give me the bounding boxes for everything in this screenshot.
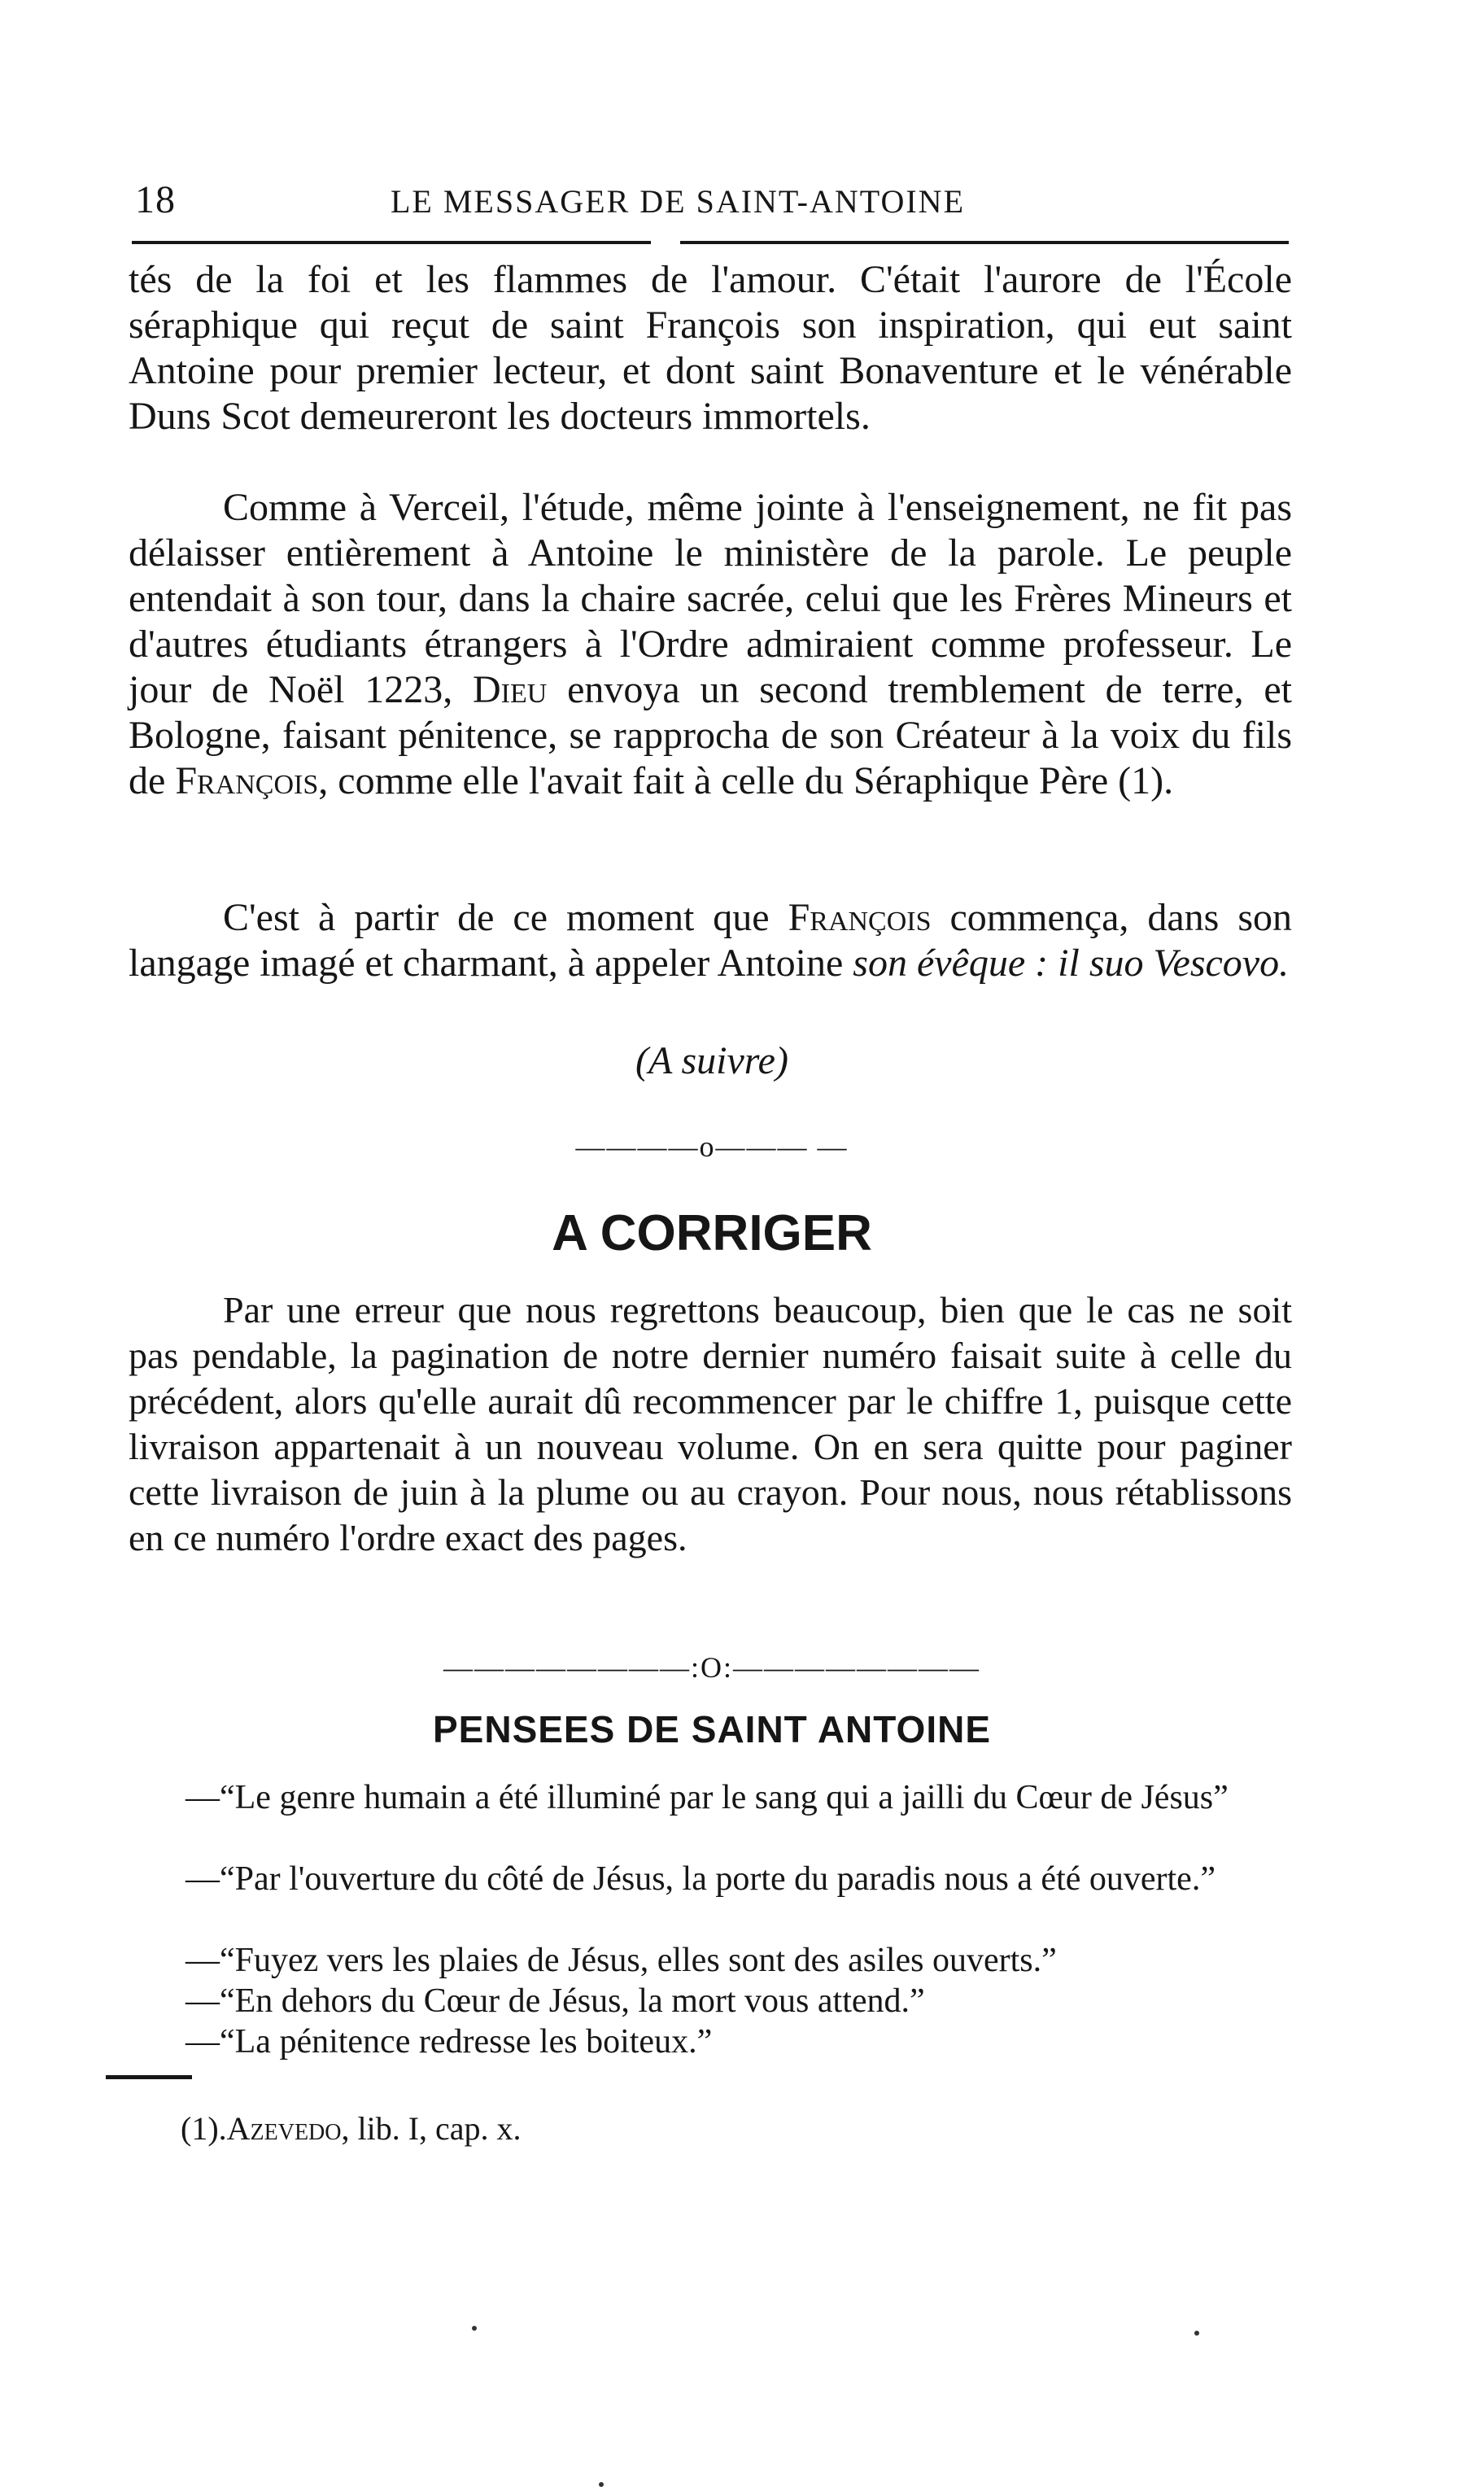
article-paragraph-1: [129, 257, 1292, 439]
header-rule-left: [132, 241, 651, 244]
pensee-item-3: —“Fuyez vers les plaies de Jésus, elles sont des asiles ouverts.”: [186, 1942, 1057, 1979]
pensee-item-1: —“Le genre humain a été illuminé par le sang qui a jailli du Cœur de Jésus”: [186, 1779, 1229, 1816]
p3-francois: François: [788, 896, 932, 939]
separator-ornament-1: ————o——— —: [575, 1130, 849, 1163]
p3-eveque: son évêque : il suo Vescovo.: [853, 942, 1290, 985]
pensee-item-2: —“Par l'ouverture du côté de Jésus, la porte du paradis nous a été ouverte.”: [186, 1860, 1216, 1898]
header-rule-right: [680, 241, 1289, 244]
footnote: [181, 2109, 522, 2148]
corriger-paragraph: [129, 1287, 1292, 1561]
article-paragraph-1-text: tés de la foi et les flammes de l'amour. C'était l'aurore de l'École séraphique qui reçut de saint François son inspiration, qui eut saint Antoine pour premier lecteur, et dont saint Bonaventure et le vénérable Duns Scot demeureront les docteurs immortels.: [129, 258, 1292, 438]
footnote-marker: (1).: [181, 2110, 227, 2147]
footnote-ref: , lib. I, cap. x.: [341, 2110, 522, 2147]
continued-note: (A suivre): [635, 1039, 788, 1082]
pensees-heading: PENSEES DE SAINT ANTOINE: [432, 1708, 991, 1750]
paper-speck: [599, 2482, 604, 2487]
pensee-item-5: —“La pénitence redresse les boiteux.”: [186, 2023, 713, 2061]
pensee-item-4: —“En dehors du Cœur de Jésus, la mort vous attend.”: [186, 1982, 925, 2020]
paper-speck: [472, 2326, 477, 2331]
article-paragraph-2: [129, 485, 1292, 804]
p2-part-e: , comme elle l'avait fait à celle du Séraphique Père (1).: [318, 759, 1174, 802]
corriger-heading: A CORRIGER: [552, 1205, 872, 1261]
p3-part-c: commença, dans son langage imagé et charmant, à appeler Antoine: [129, 896, 1293, 985]
paper-speck: [1194, 2331, 1199, 2336]
running-title: LE MESSAGER DE SAINT-ANTOINE: [391, 183, 965, 220]
page-number: 18: [135, 178, 176, 221]
footnote-author: Azevedo: [226, 2110, 342, 2147]
p3-part-a: C'est à partir de ce moment que: [223, 896, 788, 939]
p2-part-c: envoya un second tremblement de terre, et Bologne, faisant pénitence, se rapprocha de son Créateur à la voix du fils de: [129, 668, 1292, 802]
running-header: [130, 177, 1285, 231]
p2-dieu: Dieu: [473, 668, 548, 711]
article-paragraph-3: [129, 895, 1292, 986]
corriger-text: Par une erreur que nous regrettons beaucoup, bien que le cas ne soit pas pendable, la pagination de notre dernier numéro faisait suite à celle du précédent, alors qu'elle aurait dû recommencer par le chiffre 1, puisque cette livraison appartenait à un nouveau volume. On en sera quitte pour paginer cette livraison de juin à la plume ou au crayon. Pour nous, nous rétablissons en ce numéro l'ordre exact des pages.: [129, 1289, 1292, 1558]
p2-part-a: Comme à Verceil, l'étude, même jointe à l'enseignement, ne fit pas délaisser entièrement à Antoine le ministère de la parole. Le peuple entendait à son tour, dans la chaire sacrée, celui que les Frères Mineurs et d'autres étudiants étrangers à l'Ordre admiraient comme professeur. Le jour de Noël 1223,: [129, 486, 1292, 711]
separator-ornament-2: ————————:O:————————: [443, 1651, 980, 1684]
p2-francois: François: [175, 759, 319, 802]
footnote-rule: [106, 2075, 192, 2079]
